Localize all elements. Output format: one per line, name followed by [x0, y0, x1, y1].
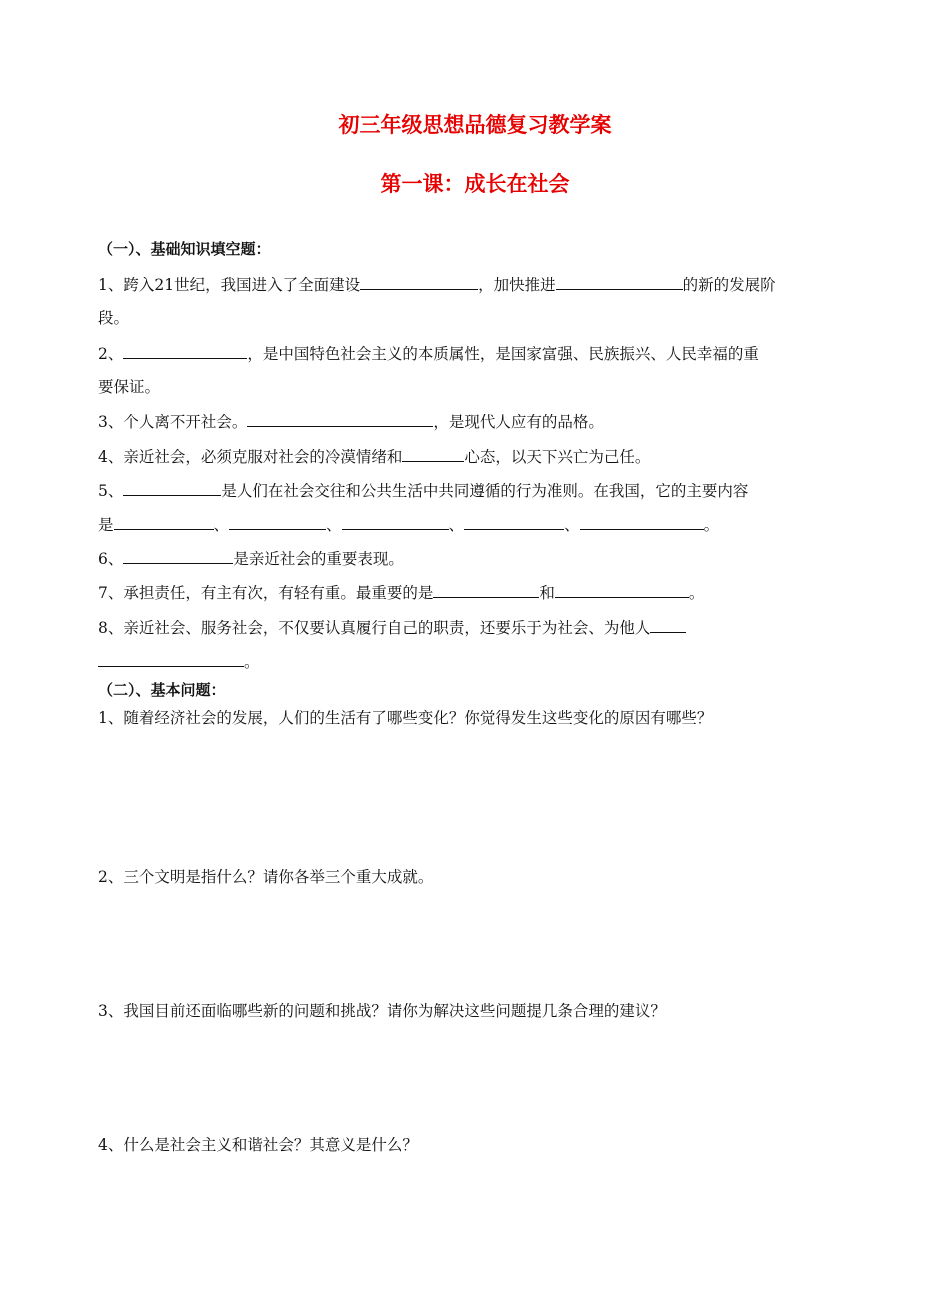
separator: 、: [448, 516, 465, 534]
question-1: 1、随着经济社会的发展，人们的生活有了哪些变化？你觉得发生这些变化的原因有哪些？: [98, 709, 713, 727]
answer-blank[interactable]: [650, 617, 686, 633]
section-heading-basic-questions: （二）、基本问题：: [98, 681, 226, 699]
question-2: 2、三个文明是指什么？请你各举三个重大成就。: [98, 868, 434, 886]
item-2-text-a: 2、: [98, 345, 124, 363]
fill-item-5: [98, 480, 748, 501]
item-3-text-a: 3、个人离不开社会。: [98, 413, 248, 431]
item-2-text-c: 要保证。: [98, 378, 161, 396]
item-2-text-b: ，是中国特色社会主义的本质属性，是国家富强、民族振兴、人民幸福的重: [247, 345, 759, 363]
separator: 、: [564, 516, 580, 534]
fill-item-1-cont: [98, 308, 129, 328]
fill-item-1: [98, 274, 776, 295]
item-4-text-a: 4、亲近社会，必须克服对社会的冷漠情绪和: [98, 448, 403, 466]
item-4-text-b: 心态，以天下兴亡为己任。: [464, 448, 651, 466]
separator: 、: [213, 516, 230, 534]
answer-blank[interactable]: [229, 514, 326, 530]
fill-item-4: [98, 446, 650, 467]
item-7-text-c: 。: [688, 584, 705, 602]
answer-blank[interactable]: [556, 274, 683, 290]
item-7-text-b: 和: [539, 584, 555, 602]
answer-blank[interactable]: [114, 514, 214, 530]
item-1-text-a: 1、跨入21世纪，我国进入了全面建设: [98, 276, 361, 294]
answer-blank[interactable]: [402, 446, 464, 462]
answer-blank[interactable]: [247, 411, 433, 427]
fill-item-8: [98, 617, 686, 638]
answer-blank[interactable]: [433, 582, 539, 598]
answer-blank[interactable]: [555, 582, 689, 598]
answer-blank[interactable]: [123, 548, 233, 564]
answer-blank[interactable]: [464, 514, 564, 530]
item-6-text-a: 6、: [98, 550, 124, 568]
lesson-title: 第一课：成长在社会: [380, 172, 570, 196]
answer-blank[interactable]: [123, 343, 247, 359]
item-7-text-a: 7、承担责任，有主有次，有轻有重。最重要的是: [98, 584, 434, 602]
separator: 、: [326, 516, 342, 534]
answer-blank[interactable]: [342, 514, 449, 530]
item-8-end: 。: [244, 653, 260, 671]
fill-item-8-cont: [98, 651, 260, 672]
section-heading-fill-in: （一）、基础知识填空题：: [98, 240, 271, 258]
answer-blank[interactable]: [580, 514, 704, 530]
item-5-text-c: 是: [98, 516, 114, 534]
item-1-text-b: ，加快推进: [478, 276, 556, 294]
fill-item-5-cont: [98, 514, 719, 535]
answer-blank[interactable]: [98, 651, 244, 667]
answer-blank[interactable]: [360, 274, 478, 290]
item-3-text-b: ，是现代人应有的品格。: [433, 413, 604, 431]
question-3: 3、我国目前还面临哪些新的问题和挑战？请你为解决这些问题提几条合理的建议？: [98, 1002, 666, 1020]
fill-item-7: [98, 582, 704, 603]
item-5-text-a: 5、: [98, 482, 124, 500]
fill-item-6: [98, 548, 404, 569]
document-title: 初三年级思想品德复习教学案: [338, 113, 612, 137]
item-5-text-b: 是人们在社会交往和公共生活中共同遵循的行为准则。在我国，它的主要内容: [221, 482, 749, 500]
item-6-text-b: 是亲近社会的重要表现。: [233, 550, 404, 568]
item-1-text-d: 段。: [98, 309, 130, 327]
fill-item-2: [98, 343, 759, 364]
item-1-text-c: 的新的发展阶: [682, 276, 776, 294]
answer-blank[interactable]: [123, 480, 221, 496]
fill-item-2-cont: [98, 377, 160, 397]
item-8-text-a: 8、亲近社会、服务社会，不仅要认真履行自己的职责，还要乐于为社会、为他人: [98, 619, 651, 637]
item-5-end: 。: [703, 516, 720, 534]
question-4: 4、什么是社会主义和谐社会？其意义是什么？: [98, 1136, 418, 1154]
fill-item-3: [98, 411, 604, 432]
